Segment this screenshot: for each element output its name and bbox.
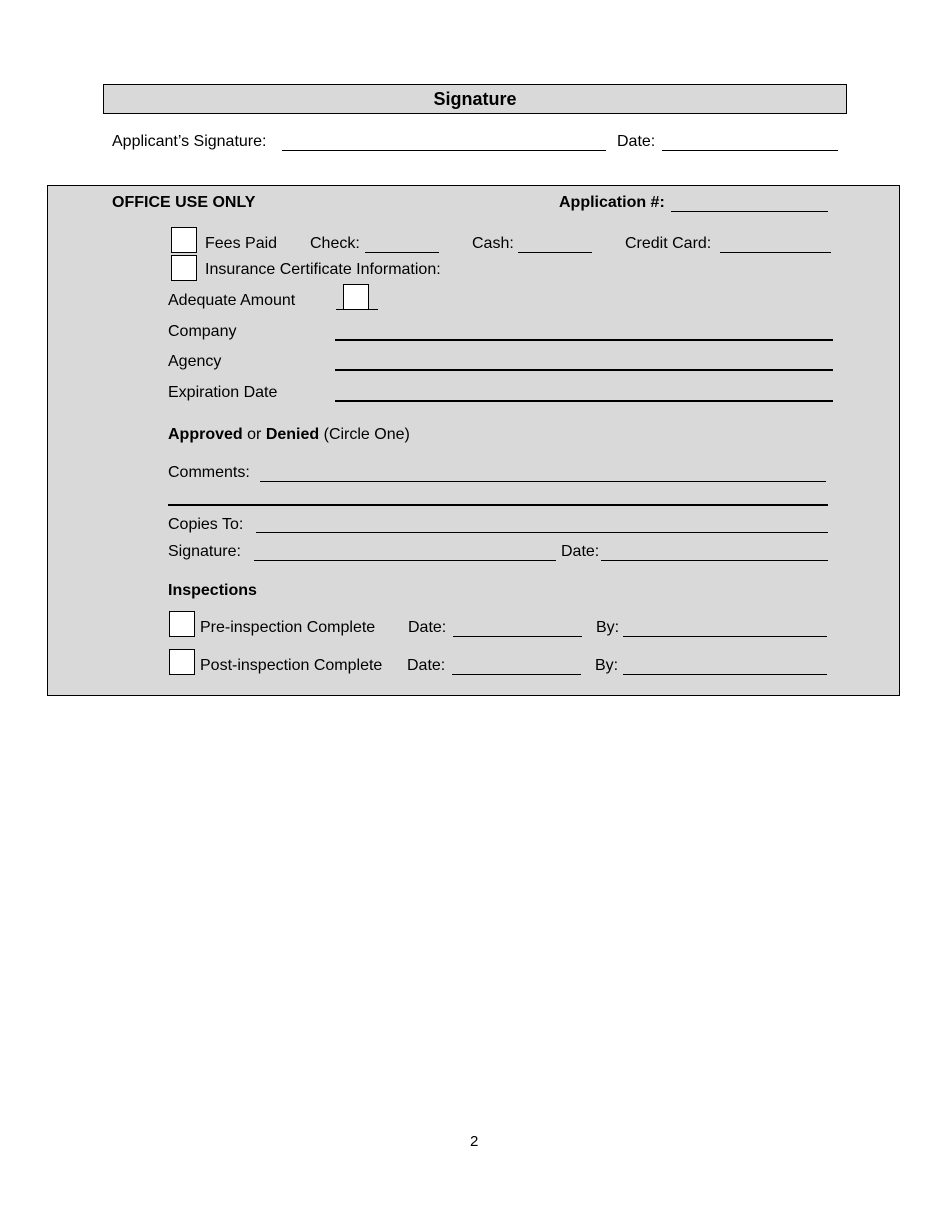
pre-inspection-label: Pre-inspection Complete [200,619,376,636]
page-number: 2 [470,1133,479,1150]
agency-label: Agency [168,353,222,370]
expiration-date-label: Expiration Date [168,384,278,401]
check-field[interactable] [365,252,439,253]
adequate-amount-checkbox[interactable] [343,284,369,310]
office-signature-date-label: Date: [561,543,600,560]
application-number-field[interactable] [671,211,828,212]
fees-paid-label: Fees Paid [205,235,278,252]
post-inspection-by-label: By: [595,657,619,674]
pre-inspection-checkbox[interactable] [169,611,195,637]
approval-line [168,425,410,445]
pre-inspection-date-label: Date: [408,619,447,636]
denied-option[interactable]: Denied [265,426,320,443]
comments-field[interactable] [260,481,826,482]
applicant-date-field[interactable] [662,150,838,151]
post-inspection-date-field[interactable] [452,674,581,675]
copies-to-label: Copies To: [168,516,244,533]
post-inspection-label: Post-inspection Complete [200,657,383,674]
check-label: Check: [310,235,360,252]
cash-label: Cash: [472,235,514,252]
pre-inspection-by-label: By: [596,619,620,636]
post-inspection-by-field[interactable] [623,674,827,675]
adequate-amount-label: Adequate Amount [168,292,296,309]
applicant-date-label: Date: [617,133,656,150]
fees-paid-checkbox[interactable] [171,227,197,253]
credit-card-label: Credit Card: [625,235,712,252]
circle-one-text: (Circle One) [323,426,410,443]
office-use-title: OFFICE USE ONLY [112,194,256,211]
or-text: or [247,426,262,443]
expiration-date-field[interactable] [335,400,833,402]
office-signature-field[interactable] [254,560,556,561]
approved-option[interactable]: Approved [168,426,243,443]
insurance-label: Insurance Certificate Information: [205,261,441,278]
agency-field[interactable] [335,369,833,371]
credit-card-field[interactable] [720,252,831,253]
office-use-panel [47,185,900,696]
insurance-checkbox[interactable] [171,255,197,281]
post-inspection-checkbox[interactable] [169,649,195,675]
cash-field[interactable] [518,252,592,253]
copies-to-field[interactable] [256,532,828,533]
application-number-label: Application #: [559,194,665,211]
company-label: Company [168,323,237,340]
comments-label: Comments: [168,464,250,481]
inspections-title: Inspections [168,582,257,599]
comments-field-line-2[interactable] [168,504,828,506]
signature-section-title: Signature [103,84,847,114]
applicant-signature-label: Applicant’s Signature: [112,133,267,150]
office-signature-label: Signature: [168,543,241,560]
pre-inspection-date-field[interactable] [453,636,582,637]
office-signature-date-field[interactable] [601,560,828,561]
pre-inspection-by-field[interactable] [623,636,827,637]
company-field[interactable] [335,339,833,341]
post-inspection-date-label: Date: [407,657,446,674]
applicant-signature-field[interactable] [282,150,606,151]
